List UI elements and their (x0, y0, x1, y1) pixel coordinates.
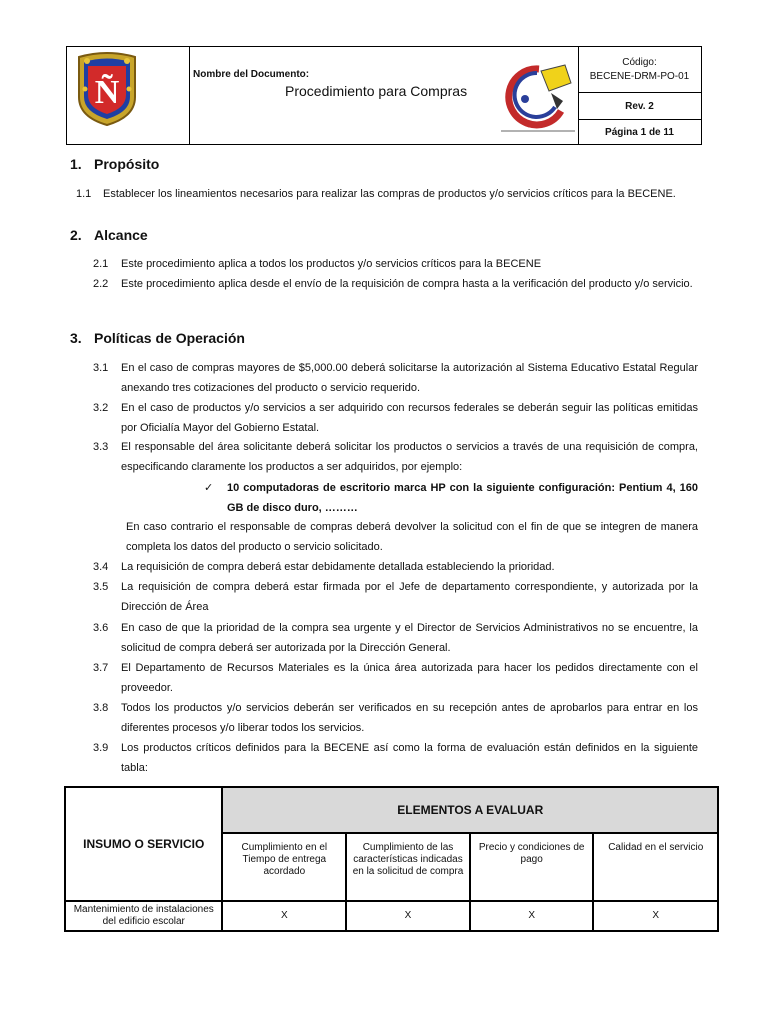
item-text: El responsable del área solicitante deberá solicitar los productos o servicios a través de una requisición de compra, especificando claramente los productos a ser adquiridos, por ejemplo: (121, 441, 698, 473)
item-number: 3.5 (93, 581, 109, 593)
item-text: En el caso de compras mayores de $5,000.00 deberá solicitarse la autorización al Sistema Educativo Estatal Regular anexando tres cotizaciones del producto o servicio requerido. (121, 362, 698, 394)
document-title: Procedimiento para Compras (285, 83, 468, 99)
item-text: La requisición de compra deberá estar firmada por el Jefe de departamento correspondiente, y autorizada por la Dirección de Área (121, 581, 698, 613)
criteria-header: Cumplimiento de las características indicadas en la solicitud de compra (346, 833, 470, 901)
section-title: Alcance (94, 227, 148, 243)
section-number: 3. (70, 330, 82, 346)
mark-cell: X (470, 901, 594, 931)
example-bullet (204, 478, 698, 518)
list-item (93, 398, 698, 438)
item-number: 2.1 (93, 258, 109, 270)
item-text: Los productos críticos definidos para la BECENE así como la forma de evaluación están definidos en la siguiente tabla: (121, 742, 698, 774)
criteria-header: Precio y condiciones de pago (470, 833, 594, 901)
section-title: Propósito (94, 156, 160, 172)
item-text: El Departamento de Recursos Materiales es la única área autorizada para hacer los pedidos directamente con el proveedor. (121, 662, 698, 694)
check-icon: ✓ (204, 482, 214, 494)
list-item (76, 184, 716, 204)
criteria-header: Cumplimiento en el Tiempo de entrega acordado (222, 833, 346, 901)
item-number: 3.6 (93, 622, 109, 634)
item-number: 3.3 (93, 441, 109, 453)
item-text: Establecer los lineamientos necesarios para realizar las compras de productos y/o servicios críticos para la BECENE. (103, 188, 676, 200)
list-item (93, 274, 698, 294)
list-item (93, 658, 698, 698)
list-item (93, 698, 698, 738)
institutional-emblem-logo (495, 61, 581, 137)
group-header-elementos: ELEMENTOS A EVALUAR (222, 787, 718, 833)
header-divider (578, 119, 701, 120)
section-heading-politicas (70, 330, 245, 346)
document-code: BECENE-DRM-PO-01 (589, 71, 690, 82)
document-name-label: Nombre del Documento: (193, 69, 310, 80)
becene-shield-logo (75, 51, 139, 127)
section-title: Políticas de Operación (94, 330, 245, 346)
page-number: Página 1 de 11 (605, 127, 674, 138)
mark-cell: X (593, 901, 718, 931)
col-header-insumo: INSUMO O SERVICIO (65, 787, 222, 901)
list-item (93, 358, 698, 398)
table-row (65, 901, 718, 931)
criteria-header: Calidad en el servicio (593, 833, 718, 901)
mark-cell: X (222, 901, 346, 931)
item-number: 2.2 (93, 278, 109, 290)
item-text: Todos los productos y/o servicios deberán ser verificados en su recepción antes de aprobarlos para entrar en los diferentes procesos y/o liberar todos los servicios. (121, 702, 698, 734)
evaluation-table (64, 786, 719, 932)
section-heading-alcance (70, 227, 148, 243)
item-number: 1.1 (76, 188, 92, 200)
header-divider (189, 47, 190, 144)
section-heading-proposito (70, 156, 159, 172)
item-number: 3.7 (93, 662, 109, 674)
item-text: Este procedimiento aplica a todos los productos y/o servicios críticos para la BECENE (121, 258, 542, 270)
item-text: La requisición de compra deberá estar debidamente detallada estableciendo la prioridad. (121, 561, 555, 573)
item-text: En el caso de productos y/o servicios a ser adquirido con recursos federales se deberán seguir las políticas emitidas por Oficialía Mayor del Gobierno Estatal. (121, 402, 698, 434)
list-item (93, 618, 698, 658)
section-number: 2. (70, 227, 82, 243)
list-item (93, 557, 698, 577)
logo-letter: Ñ (94, 74, 120, 111)
revision-number: Rev. 2 (625, 101, 654, 112)
item-text: En caso de que la prioridad de la compra sea urgente y el Director de Servicios Administrativos no se encuentre, la solicitud de compra deberá ser autorizada por la Dirección General. (121, 622, 698, 654)
item-text: Este procedimiento aplica desde el envío de la requisición de compra hasta a la verificación del producto y/o servicio. (121, 278, 693, 290)
mark-cell: X (346, 901, 470, 931)
list-item (93, 577, 698, 617)
section-number: 1. (70, 156, 82, 172)
list-item (93, 437, 698, 477)
paragraph (126, 517, 698, 557)
item-number: 3.8 (93, 702, 109, 714)
list-item (93, 738, 698, 778)
header-divider (578, 92, 701, 93)
item-text: En caso contrario el responsable de compras deberá devolver la solicitud con el fin de que se integren de manera completa los datos del producto o servicio solicitado. (126, 521, 698, 553)
item-number: 3.4 (93, 561, 109, 573)
table-header-row (65, 787, 718, 833)
list-item (93, 254, 698, 274)
item-number: 3.1 (93, 362, 109, 374)
item-number: 3.9 (93, 742, 109, 754)
document-code-label: Código: (622, 57, 657, 68)
service-cell: Mantenimiento de instalaciones del edificio escolar (65, 901, 222, 931)
bullet-text: 10 computadoras de escritorio marca HP con la siguiente configuración: Pentium 4, 160 GB de disco duro, ……… (227, 482, 698, 514)
item-number: 3.2 (93, 402, 109, 414)
document-header (66, 46, 702, 145)
